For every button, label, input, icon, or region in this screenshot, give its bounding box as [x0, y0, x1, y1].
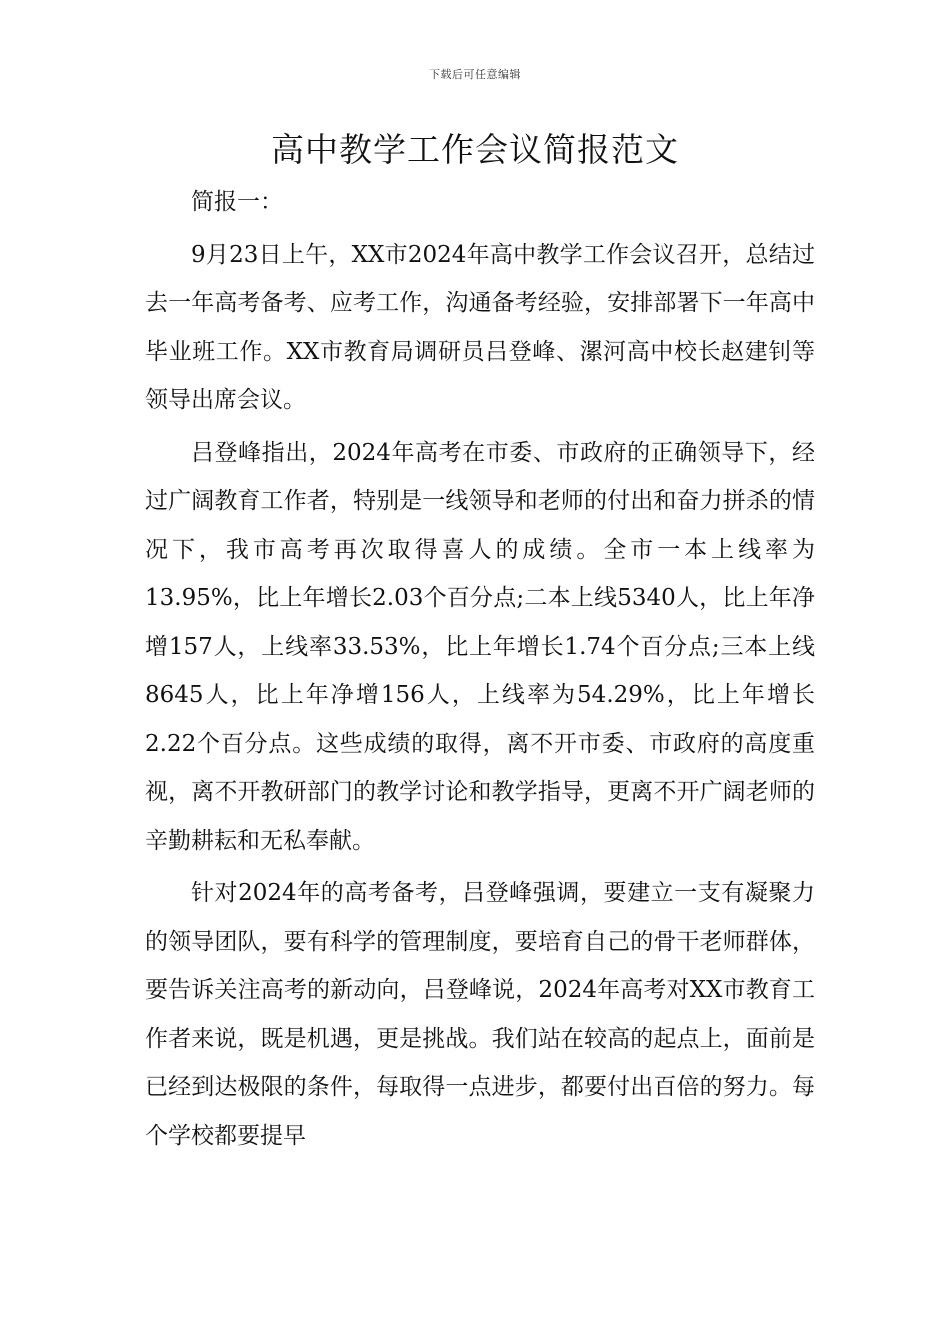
document-body: [145, 178, 815, 1160]
paragraph-heading: 简报一：: [191, 189, 283, 215]
paragraph: 吕登峰指出，2024年高考在市委、市政府的正确领导下，经过广阔教育工作者，特别是一线领导和老师的付出和奋力拼杀的情况下，我市高考再次取得喜人的成绩。全市一本上线率为13.95%，比上年增长2.03个百分点;二本上线5340人，比上年净增157人，上线率33.53%，比上年增长1.74个百分点;三本上线8645人，比上年净增156人，上线率为54.29%，比上年增长2.22个百分点。这些成绩的取得，离不开市委、市政府的高度重视，离不开教研部门的教学讨论和教学指导，更离不开广阔老师的辛勤耕耘和无私奉献。: [145, 439, 815, 854]
header-note: 下载后可任意编辑: [429, 68, 521, 81]
paragraph: 针对2024年的高考备考，吕登峰强调，要建立一支有凝聚力的领导团队，要有科学的管理制度，要培育自己的骨干老师群体，要告诉关注高考的新动向，吕登峰说，2024年高考对XX市教育工作者来说，既是机遇，更是挑战。我们站在较高的起点上，面前是已经到达极限的条件，每取得一点进步，都要付出百倍的努力。每个学校都要提早: [145, 880, 815, 1149]
document-title: 高中教学工作会议简报范文: [271, 130, 679, 169]
paragraph: 9月23日上午，XX市2024年高中教学工作会议召开，总结过去一年高考备考、应考工作，沟通备考经验，安排部署下一年高中毕业班工作。XX市教育局调研员吕登峰、漯河高中校长赵建钊等领导出席会议。: [145, 241, 815, 413]
